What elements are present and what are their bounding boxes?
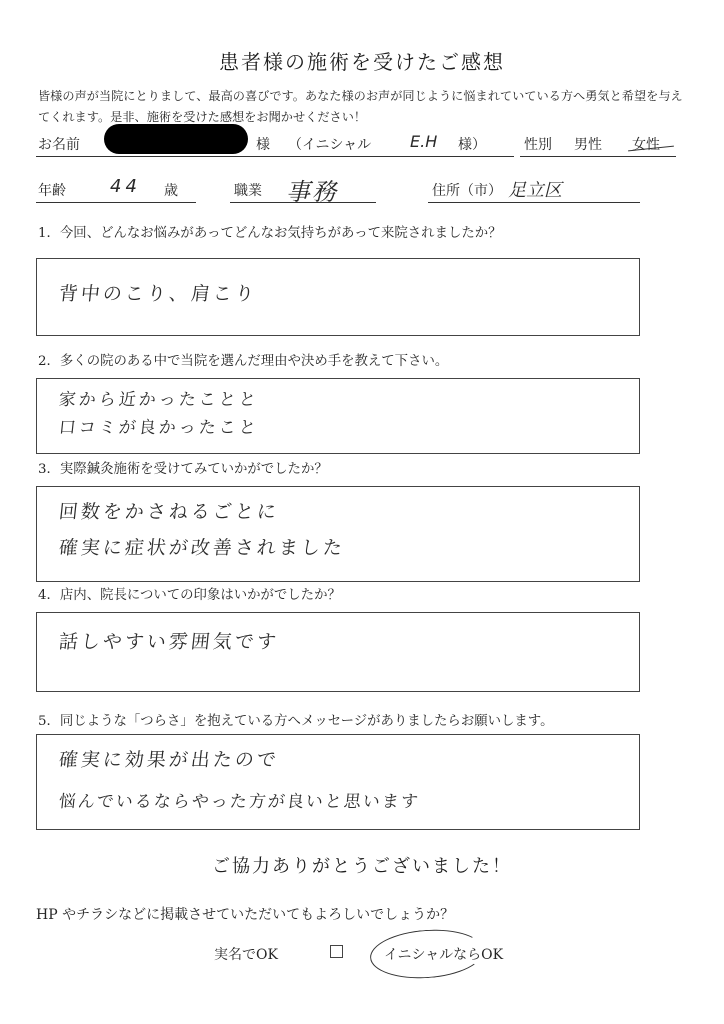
job-label: 職業: [234, 183, 262, 199]
initial-value: E.H: [410, 132, 438, 151]
answer-box-1: [36, 258, 640, 336]
publication-question: HP やチラシなどに掲載させていただいてもよろしいでしょうか？: [36, 907, 455, 923]
sama-label: 様: [256, 137, 270, 153]
address-label: 住所（市）: [432, 183, 502, 199]
answer-3-line-1: 回数をかさねるごとに: [57, 501, 281, 523]
answer-box-4: [36, 612, 640, 692]
redaction-bar: [104, 124, 248, 154]
gender-underline: [520, 156, 676, 157]
question-2: 2．多くの院のある中で当院を選んだ理由や決め手を教えて下さい。: [38, 354, 449, 369]
gender-male: 男性: [574, 137, 602, 153]
option-checkbox: [330, 945, 343, 958]
handwritten-circle-mark: [368, 926, 485, 982]
answer-5-line-2: 悩んでいるならやった方が良いと思います: [57, 792, 421, 812]
address-underline: [428, 202, 640, 203]
question-3: 3．実際鍼灸施術を受けてみていかがでしたか？: [38, 462, 328, 477]
answer-2-line-1: 家から近かったことと: [57, 390, 260, 410]
name-underline: [36, 156, 514, 157]
answer-box-2: [36, 378, 640, 454]
answer-1-line-1: 背中のこり、肩こり: [57, 283, 259, 305]
question-5: 5．同じような「つらさ」を抱えている方へメッセージがありましたらお願いします。: [38, 714, 554, 729]
gender-female: 女性: [632, 137, 660, 153]
gender-label: 性別: [524, 137, 552, 153]
age-unit: 歳: [164, 183, 178, 199]
answer-4-line-1: 話しやすい雰囲気です: [57, 631, 281, 653]
initial-close: 様）: [458, 137, 486, 153]
question-1: 1．今回、どんなお悩みがあってどんなお気持ちがあって来院されましたか？: [38, 226, 502, 241]
option-real-name: 実名でOK: [214, 947, 278, 963]
thanks-message: ご協力ありがとうございました！: [212, 856, 512, 877]
age-underline: [36, 202, 196, 203]
job-underline: [230, 202, 376, 203]
answer-5-line-1: 確実に効果が出たので: [57, 749, 281, 771]
answer-2-line-2: 口コミが良かったこと: [57, 418, 260, 438]
form-title: 患者様の施術を受けたご感想: [219, 50, 505, 74]
option-initial: イニシャルならOK: [384, 947, 504, 963]
answer-box-3: [36, 486, 640, 582]
answer-3-line-2: 確実に症状が改善されました: [57, 537, 347, 559]
name-label: お名前: [38, 137, 80, 153]
job-value: 事務: [286, 178, 338, 206]
answer-box-5: [36, 734, 640, 830]
initial-label: （イニシャル: [288, 137, 372, 153]
intro-text: 皆様の声が当院にとりまして、最高の喜びです。あなた様のお声が同じように悩まれていている方へ勇気と希望を与えてくれます。是非、施術を受けた感想をお聞かせください！: [38, 89, 683, 124]
age-label: 年齢: [38, 183, 66, 199]
age-value: 44: [110, 176, 141, 197]
address-value: 足立区: [508, 180, 562, 201]
question-4: 4．店内、院長についての印象はいかがでしたか？: [38, 588, 341, 603]
